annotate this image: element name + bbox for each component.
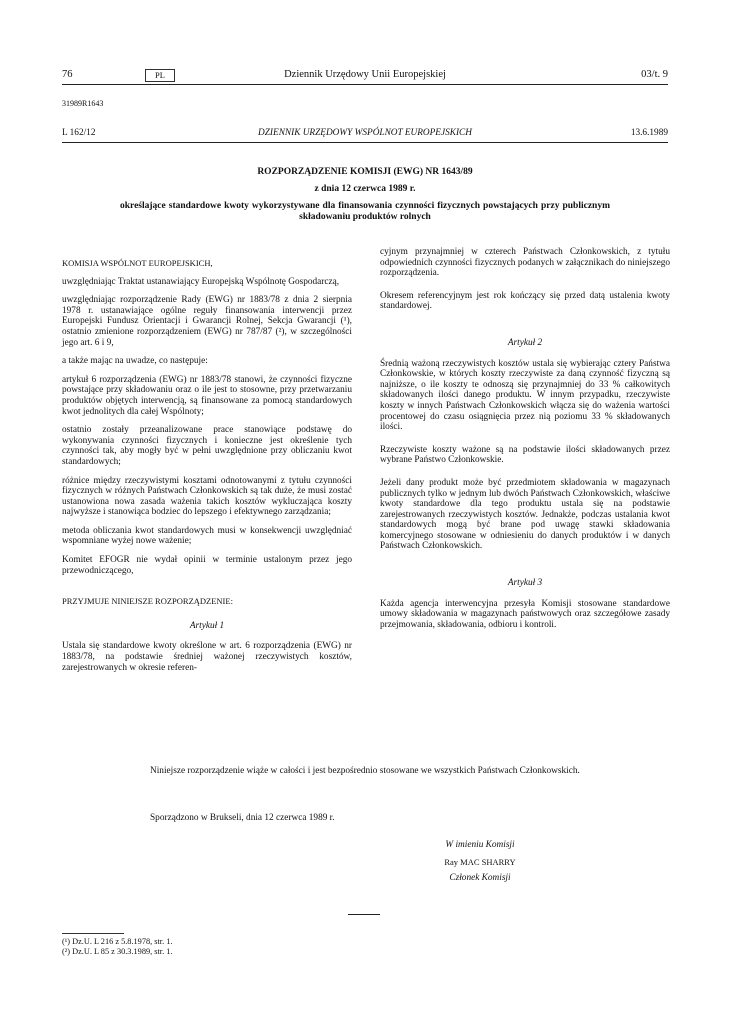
page-number: 76 [62,69,73,80]
article-2-paragraph-2: Rzeczywiste koszty ważone są na podstawie ilości składowanych przez wybrane Państwo Członkowskie. [380,444,670,466]
recital-6: różnice między rzeczywistymi kosztami odnotowanymi z tytułu czynności fizycznych w różnych Państwach Członkowskich są tak duże, że musi zostać ustanowiona nowa zasada ważenia takich kosztów wykluczająca koszty najwyższe i stanowiąca bodziec do lepszego i efektywnego zarządzania; [62,475,352,518]
article-1-title: Artykuł 1 [189,620,225,631]
recital-2: uwzględniając rozporządzenie Rady (EWG) nr 1883/78 z dnia 2 sierpnia 1978 r. ustanawiające ogólne reguły finansowania interwencji przez Europejski Fundusz Orientacji i Gwarancji Rolnej, Sekcja Gwarancji (¹), ostatnio zmienione rozporządzeniem (EWG) nr 787/87 (²), w szczególności jego art. 6 i 9, [62,295,352,348]
article-1-text: Ustala się standardowe kwoty określone w art. 6 rozporządzenia (EWG) nr 1883/78, na podstawie średniej ważonej rzeczywistych kosztów, zarejestrowanych w okresie referen- [62,641,352,673]
recital-8: Komitet EFOGR nie wydał opinii w terminie ustalonym przez jego przewodniczącego, [62,555,352,576]
regulation-subject: określające standardowe kwoty wykorzystywane dla finansowania czynności fizycznych powstających przy publicznym składowaniu produktów rolnych [120,201,610,222]
article-3-paragraph-1: Każda agencja interwencyjna przesyła Komisji stosowane standardowe umowy składowania w magazynach państwowych oraz szczegółowe zasady przejmowania, składowania, odbioru i kontroli. [380,598,670,630]
journal-title: Dziennik Urzędowy Unii Europejskiej [284,69,446,80]
intro-line: KOMISJA WSPÓLNOT EUROPEJSKICH, [62,258,213,268]
footnote-rule [62,933,124,934]
recital-3: a także mając na uwadze, co następuje: [62,356,208,367]
article-3-title: Artykuł 3 [507,578,543,589]
footnote-1: (¹) Dz.U. L 216 z 5.8.1978, str. 1. [62,937,173,946]
signatory-role: Członek Komisji [449,873,511,883]
article-1-continuation: cyjnym przynajmniej w czterech Państwach Członkowskich, z tytułu odpowiednich czynności fizycznych podanych w załącznikach do niniejszego rozporządzenia. [380,247,670,279]
left-column [62,258,352,681]
recital-7: metoda obliczania kwot standardowych musi w konsekwencji uwzględniać wspomniane wyżej nowe ważenie; [62,525,352,547]
footnote-2: (²) Dz.U. L 85 z 30.3.1989, str. 1. [62,947,173,956]
header-rule [62,84,668,85]
article-2-paragraph-1: Średnią ważoną rzeczywistych kosztów ustala się wybierając cztery Państwa Członkowskie, w których koszty rzeczywiste za daną czynność fizyczną są najniższe, o ile koszty te odnoszą się przynajmniej do 33 % całkowitych składowanych ilości danego produktu. W innym przypadku, rzeczywiste koszty w innych Państwach Członkowskich włącza się do ważenia wartości procentowej do czasu osiągnięcia przez nią poziomu 33 % składowanych ilości. [380,358,670,433]
article-2-title: Artykuł 2 [507,337,543,348]
language-badge: PL [145,69,175,82]
original-journal: DZIENNIK URZĘDOWY WSPÓLNOT EUROPEJSKICH [258,128,472,138]
regulation-title: ROZPORZĄDZENIE KOMISJI (EWG) NR 1643/89 [257,167,473,177]
right-column [380,247,670,638]
end-rule [348,914,380,915]
celex-number: 31989R1643 [62,99,104,108]
signatory: Ray MAC SHARRY [444,857,516,867]
recital-4: artykuł 6 rozporządzenia (EWG) nr 1883/78 stanowi, że czynności fizyczne powstające przy składowaniu oraz o ile jest to stosowne, przy przetwarzaniu produktów objętych interwencją, są finansowane za pomocą standardowych kwot jednolitych dla całej Wspólnoty; [62,374,352,417]
on-behalf: W imieniu Komisji [445,840,515,850]
binding-clause: Niniejsze rozporządzenie wiąże w całości i jest bezpośrednio stosowane we wszystkich Państwach Członkowskich. [150,766,580,776]
recital-5: ostatnio zostały przeanalizowane prace stanowiące podstawę do wykonywania czynności fizycznych i konieczne jest określenie tych czynności tak, aby mogły być w pełni uwzględnione przy obliczaniu kwot standardowych; [62,425,352,467]
article-2-paragraph-3: Jeżeli dany produkt może być przedmiotem składowania w magazynach publicznych tylko w jednym lub dwóch Państwach Członkowskich, właściwe kwoty standardowe dla tego produktu ustala się na podstawie zarejestrowanych rzeczywistych kosztów. Jednakże, podczas ustalania kwot standardowych mogą być brane pod uwagę stawki składowania komercyjnego stosowane w odniesieniu do danych produktów i w danych Państwach Członkowskich. [380,477,670,552]
article-1-paragraph-2: Okresem referencyjnym jest rok kończący się przed datą ustalenia kwoty standardowej. [380,290,670,312]
footnotes [62,937,172,957]
adopts-line: PRZYJMUJE NINIEJSZE ROZPORZĄDZENIE: [62,596,233,607]
regulation-date: z dnia 12 czerwca 1989 r. [314,184,416,194]
done-at: Sporządzono w Brukseli, dnia 12 czerwca 1989 r. [150,813,335,823]
recital-1: uwzględniając Traktat ustanawiający Europejską Wspólnotę Gospodarczą, [62,276,340,287]
original-ref: L 162/12 [62,128,96,138]
original-date: 13.6.1989 [630,128,668,138]
edition-number: 03/t. 9 [641,69,668,80]
original-header-rule [62,142,668,143]
